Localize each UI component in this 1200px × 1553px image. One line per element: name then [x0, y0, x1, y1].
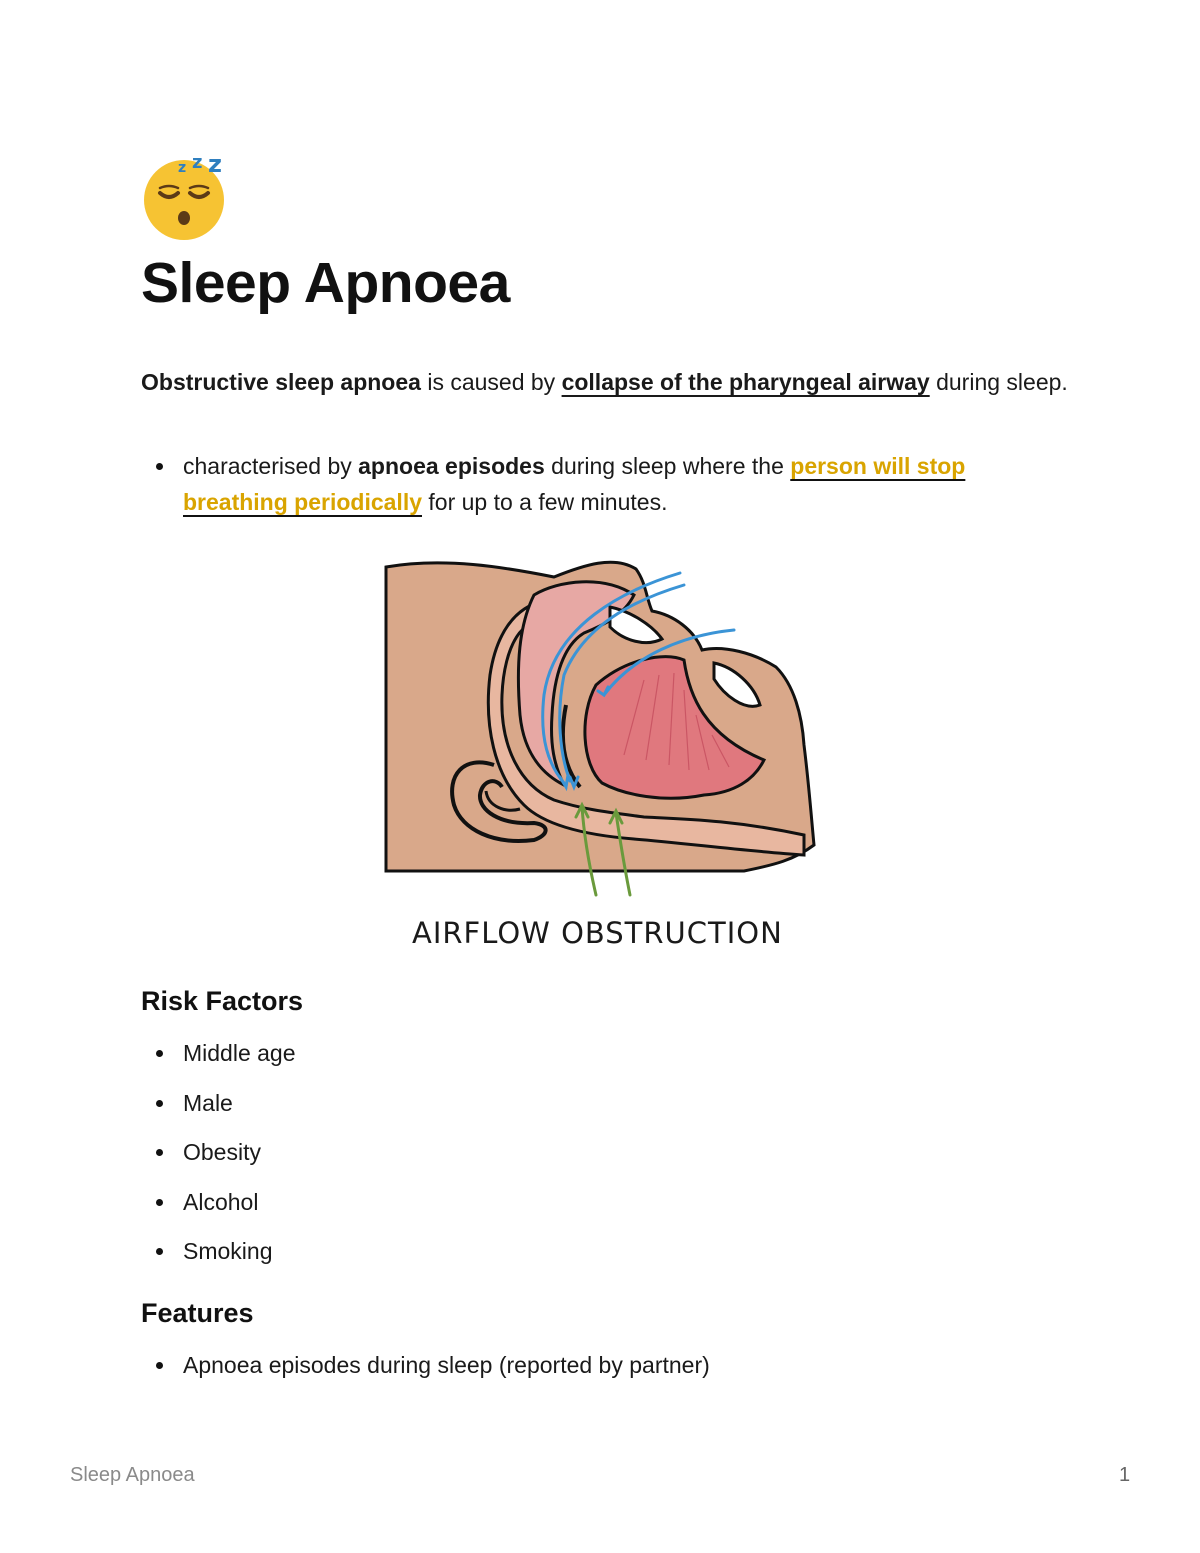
illustration-caption: AIRFLOW OBSTRUCTION	[412, 916, 783, 950]
sleeping-face-icon	[140, 150, 232, 242]
footer-title: Sleep Apnoea	[70, 1464, 195, 1486]
intro-text-1: is caused by	[420, 369, 562, 395]
list-item	[141, 448, 1041, 520]
airway-obstruction-illustration	[384, 555, 816, 950]
page-number: 1	[1119, 1464, 1131, 1486]
svg-text:z: z	[192, 152, 203, 173]
list-item: Alcohol	[141, 1185, 741, 1235]
list-item: Apnoea episodes during sleep (reported by partner)	[141, 1348, 1041, 1382]
bullet-highlight: person will stop breathing periodically	[183, 453, 966, 515]
list-item: Smoking	[141, 1234, 741, 1284]
intro-term: Obstructive sleep apnoea	[141, 369, 421, 395]
bullet-text-2: during sleep where the	[544, 453, 791, 479]
bullet-text-1: characterised by	[183, 453, 359, 479]
svg-text:z: z	[178, 160, 187, 176]
list-item: Middle age	[141, 1036, 741, 1086]
features-heading: Features	[141, 1298, 254, 1328]
list-item: Obesity	[141, 1135, 741, 1185]
intro-bullet-list	[141, 448, 1041, 520]
bullet-text-3: for up to a few minutes.	[422, 489, 668, 515]
svg-text:z: z	[208, 150, 222, 178]
bullet-term: apnoea episodes	[358, 453, 545, 479]
features-list	[141, 1348, 1041, 1382]
intro-text-2: during sleep.	[929, 369, 1068, 395]
list-item: Male	[141, 1086, 741, 1136]
risk-factors-heading: Risk Factors	[141, 986, 304, 1016]
risk-factors-list	[141, 1036, 741, 1284]
page-title: Sleep Apnoea	[141, 251, 510, 315]
intro-cause: collapse of the pharyngeal airway	[561, 369, 930, 395]
intro-paragraph	[141, 364, 1071, 400]
